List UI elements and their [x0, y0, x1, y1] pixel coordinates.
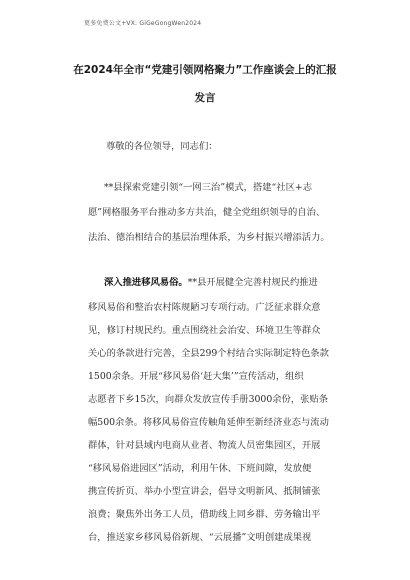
- section-first-rest: **县开展健全完善村规民约推进: [187, 277, 318, 288]
- body-line: 移风易俗和整治农村陈规陋习专项行动。广泛征求群众意: [88, 302, 321, 313]
- body-line: 志愿者下乡15次，向群众发放宣传手册3000余份，张贴条: [88, 394, 329, 405]
- intro-line: 愿”网格服务平台推动多方共治，健全党组织领导的自治、: [88, 207, 326, 218]
- body-line: 浪费；聚焦外出务工人员，借助线上同乡群、劳务输出平: [88, 509, 321, 520]
- section-lead: 深入推进移风易俗。: [104, 277, 188, 288]
- watermark-text: 更多免费公文+VX: GiGeGongWen2024: [84, 20, 202, 27]
- body-line: 台，推送家乡移风易俗新规、“云展播”文明创建成果视: [88, 532, 312, 543]
- body-line: 见，修订村规民约。重点围绕社会治安、环境卫生等群众: [88, 325, 321, 336]
- body-line: 群体，针对县域内电商从业者、物流人员密集园区，开展: [88, 440, 321, 451]
- body-line: 关心的条款进行完善，全县299个村结合实际制定特色条款: [88, 348, 329, 359]
- intro-line: 法治、德治相结合的基层治理体系，为乡村振兴增添活力。: [88, 232, 330, 243]
- body-line: “移风易俗进园区”活动，利用午休、下班间隙，发放便: [88, 463, 312, 474]
- body-line: 1500余条。开展“移风易俗‘赶大集’”宣传活动，组织: [88, 371, 304, 382]
- body-line: 携宣传折页、举办小型宣讲会，倡导文明新风、抵制铺张: [88, 486, 321, 497]
- salutation: 尊敬的各位领导，同志们：: [106, 141, 218, 152]
- section-first-line: [104, 277, 318, 289]
- document-title: 在2024年全市“党建引领网格聚力”工作座谈会上的汇报: [73, 64, 337, 76]
- document-title-continued: 发言: [194, 92, 216, 104]
- body-line: 幅500余条。将移风易俗宣传触角延伸至新经济业态与流动: [88, 417, 329, 428]
- intro-line: **县探索党建引领“一网三治”模式，搭建“社区+志: [104, 182, 312, 193]
